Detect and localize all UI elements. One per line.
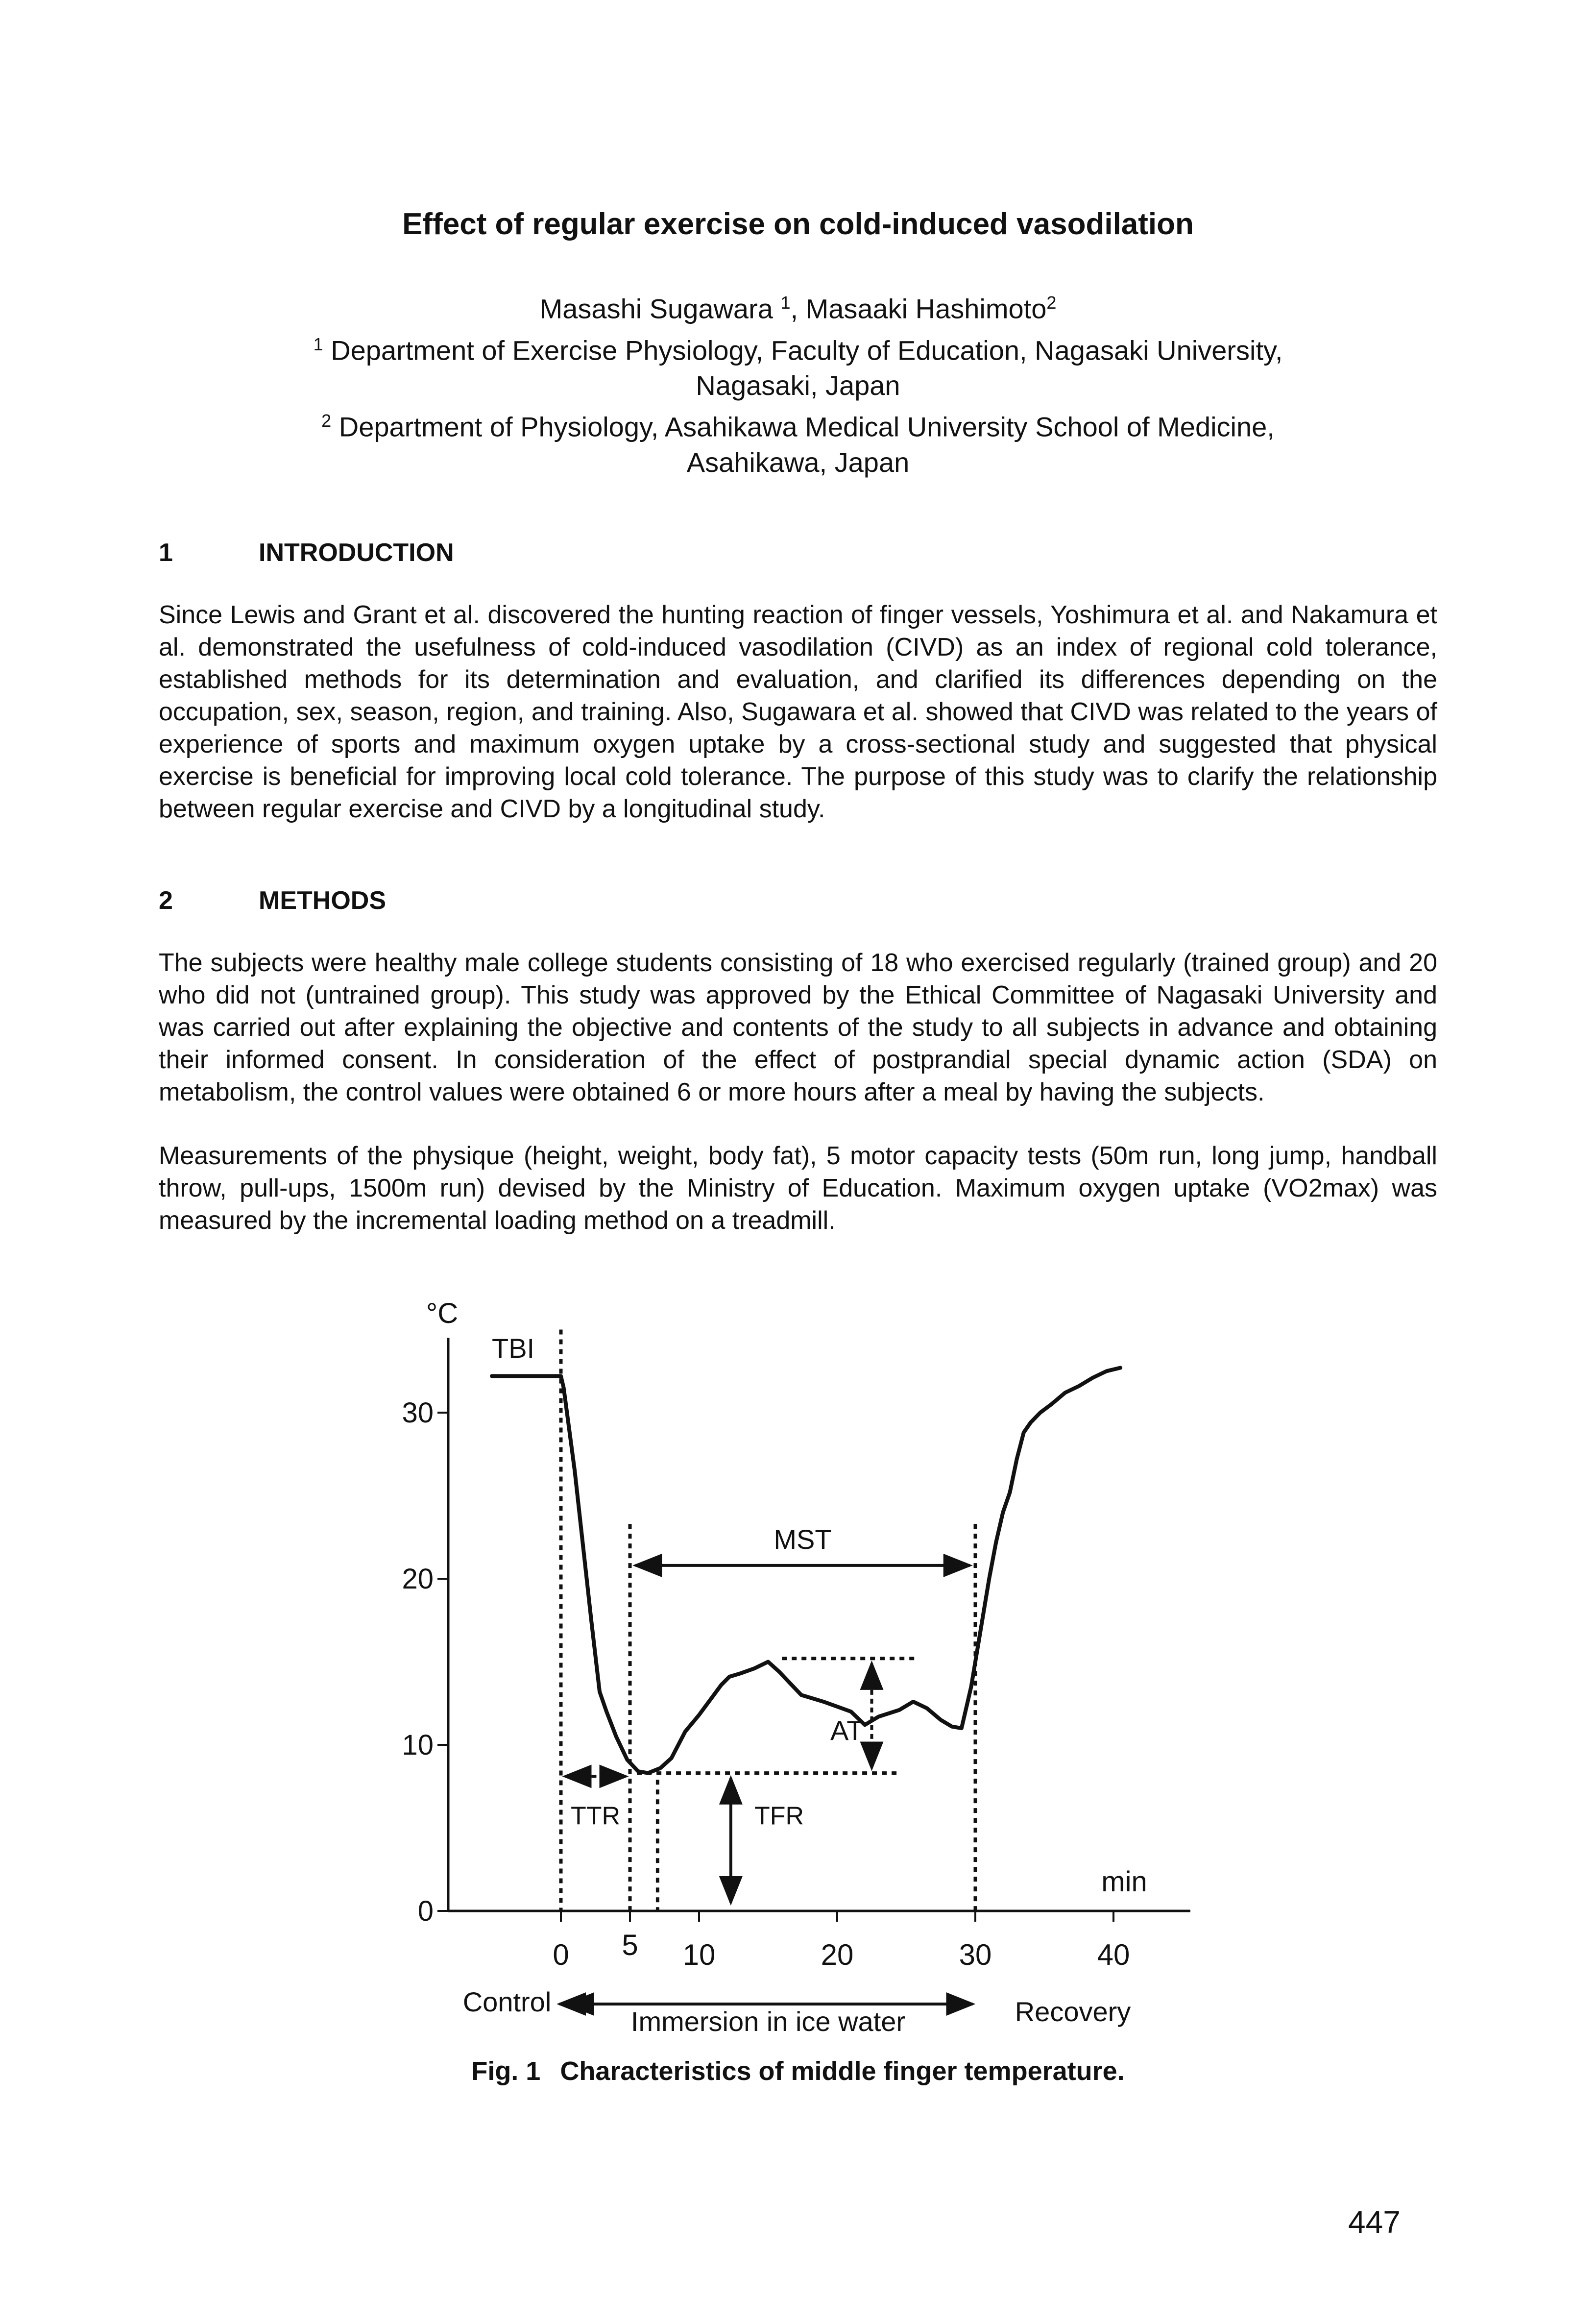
page-number: 447 <box>1348 2204 1401 2240</box>
mst-label: MST <box>774 1523 832 1555</box>
affiliation-text: Department of Exercise Physiology, Faculty of Education, Nagasaki University, <box>331 335 1283 366</box>
phase-recovery-label: Recovery <box>1015 1996 1131 2027</box>
affiliation-text: Department of Physiology, Asahikawa Medical University School of Medicine, <box>339 411 1275 442</box>
at-label: AT <box>830 1714 864 1746</box>
author-name: Masaaki Hashimoto <box>805 293 1047 324</box>
x-tick-label: 30 <box>959 1938 992 1971</box>
affiliation-marker: 1 <box>313 334 323 354</box>
author-name: Masashi Sugawara <box>539 293 773 324</box>
author-line: Masashi Sugawara $^1$, Masaaki Hashimoto$^2$ <box>539 293 1057 324</box>
figure-caption <box>0 2056 1596 2086</box>
section-title: INTRODUCTION <box>259 538 454 567</box>
y-tick-label: 30 <box>402 1397 434 1429</box>
paper-title: Effect of regular exercise on cold-induced vasodilation <box>402 207 1194 241</box>
figure-label: Fig. 1 <box>471 2056 541 2086</box>
y-axis-label: °C <box>426 1297 459 1329</box>
section-number: 2 <box>159 886 173 915</box>
section-number: 1 <box>159 538 173 567</box>
phase-immersion-label: Immersion in ice water <box>630 2006 906 2037</box>
ttr-label: TTR <box>570 1802 621 1831</box>
x-axis-label: min <box>1101 1866 1147 1898</box>
y-tick-label: 10 <box>402 1729 434 1761</box>
body-paragraph: Measurements of the physique (height, weight, body fat), 5 motor capacity tests (50m run, long jump, handball throw, pull-ups, 1500m run) devised by the Ministry of Education. Maximum oxygen uptake (VO2max) was measured by the incremental loading method on a treadmill. <box>159 1142 1437 1235</box>
affiliation-text-continued: Asahikawa, Japan <box>686 446 910 478</box>
body-paragraph: Since Lewis and Grant et al. discovered the hunting reaction of finger vessels, Yoshimura et al. and Nakamura et al. demonstrated the usefulness of cold-induced vasodilation (CIVD) as an index of regional cold tolerance, established methods for its determination and evaluation, and clarified its differences depending on the occupation, sex, season, region, and training. Also, Sugawara et al. showed that CIVD was related to the years of experience of sports and maximum oxygen uptake by a cross-sectional study and suggested that physical exercise is beneficial for improving local cold tolerance. The purpose of this study was to clarify the relationship between regular exercise and CIVD by a longitudinal study. <box>159 601 1437 823</box>
x-tick-label: 20 <box>821 1938 854 1971</box>
affiliation-marker: 2 <box>1046 293 1057 313</box>
x-tick-label: 10 <box>682 1938 716 1971</box>
affiliation-text-continued: Nagasaki, Japan <box>696 370 900 401</box>
body-paragraph: The subjects were healthy male college students consisting of 18 who exercised regularly (trained group) and 20 who did not (untrained group). This study was approved by the Ethical Committee of Nagasaki University and was carried out after explaining the objective and contents of the study to all subjects in advance and obtaining their informed consent. In consideration of the effect of postprandial special dynamic action (SDA) on metabolism, the control values were obtained 6 or more hours after a meal by having the subjects. <box>159 949 1437 1106</box>
tfr-label: TFR <box>754 1802 804 1831</box>
affiliation-marker: 2 <box>321 411 332 431</box>
figure-caption-text: Characteristics of middle finger temperature. <box>560 2056 1125 2086</box>
x-tick-label: 5 <box>622 1929 638 1961</box>
tbi-label: TBI <box>492 1333 535 1364</box>
x-tick-label: 40 <box>1097 1938 1130 1971</box>
x-tick-label: 0 <box>553 1938 569 1971</box>
section-title: METHODS <box>259 886 386 915</box>
phase-control-label: Control <box>462 1986 552 2017</box>
affiliation-marker: 1 <box>780 293 791 313</box>
y-tick-label: 0 <box>417 1895 434 1927</box>
y-tick-label: 20 <box>402 1563 434 1595</box>
temperature-curve <box>492 1368 1120 1773</box>
